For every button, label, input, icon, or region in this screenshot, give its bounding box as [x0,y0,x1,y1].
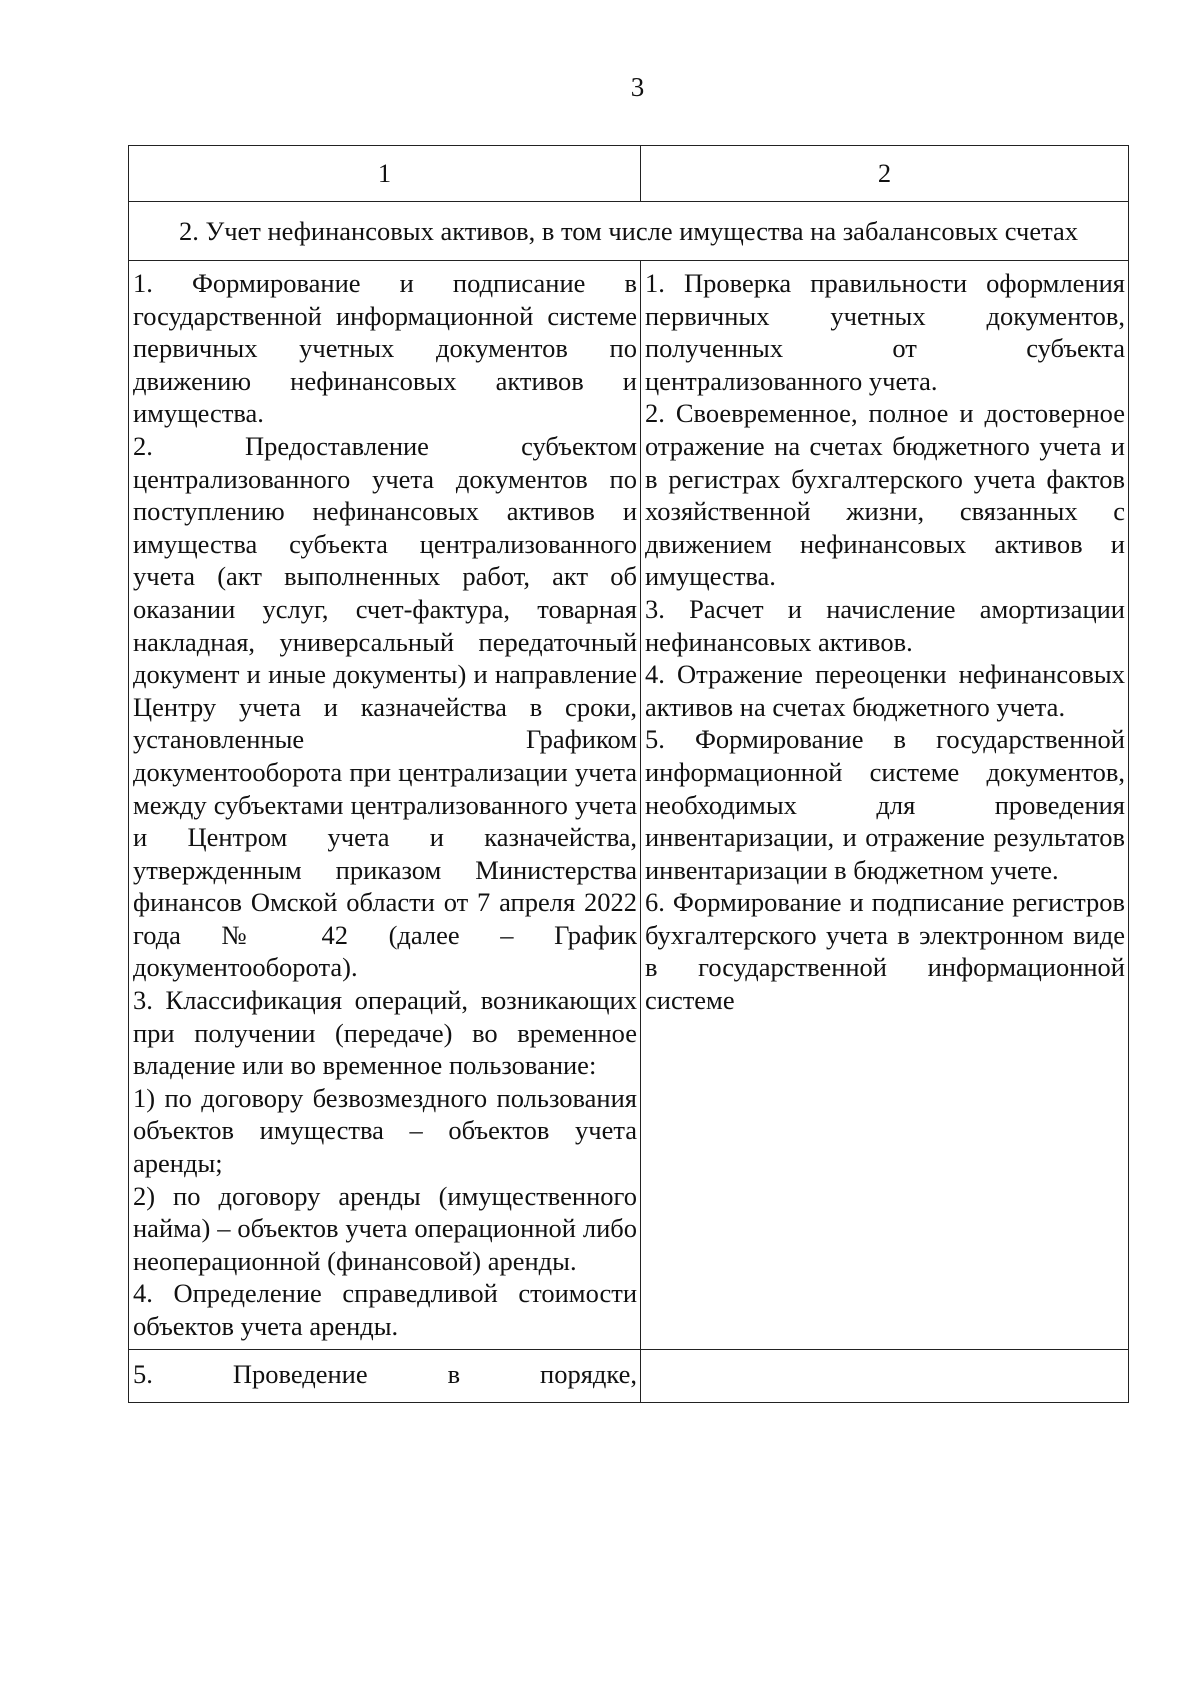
right-cell-content [641,1350,1128,1364]
right-cell [641,261,1129,1350]
page-number: 3 [630,72,645,102]
left-cell-content [129,261,640,1349]
list-item: 5. Формирование в государственной информационной системе документов, необходимых для проведения инвентаризации, и отражение результатов инвентаризации в бюджетном учете. [645,724,1125,885]
list-item: 2. Своевременное, полное и достоверное отражение на счетах бюджетного учета и в регистрах бухгалтерского учета фактов хозяйственной жизни, связанных с движением нефинансовых активов и имущества. [645,398,1125,592]
left-cell [129,1349,641,1402]
table-header-row [129,146,1129,202]
table-row [129,261,1129,1350]
column-header-1: 1 [129,146,641,202]
list-item: 3. Расчет и начисление амортизации нефинансовых активов. [645,593,1125,657]
section-title-row [129,202,1129,261]
list-item: 1. Формирование и подписание в государственной информационной системе первичных учетных документов по движению нефинансовых активов и имущества. [133,268,637,429]
right-cell [641,1349,1129,1402]
list-item: 4. Отражение переоценки нефинансовых активов на счетах бюджетного учета. [645,659,1125,722]
left-cell-content [129,1350,640,1397]
word: в [447,1358,461,1389]
list-item: 2) по договору аренды (имущественного найма) – объектов учета операционной либо неоперационной (финансовой) аренды. [133,1180,637,1276]
word: Проведение [232,1358,368,1389]
left-cell [129,261,641,1350]
list-item: 6. Формирование и подписание регистров бухгалтерского учета в электронном виде в государственной информационной системе [645,887,1125,1016]
column-header-2: 2 [641,146,1129,202]
right-cell-content [641,261,1128,1023]
responsibilities-table [128,145,1129,1403]
word: порядке, [540,1358,637,1389]
word: 5. [133,1358,153,1389]
list-item: 3. Классификация операций, возникающих при получении (передаче) во временное владение или во временное пользование: [133,985,637,1081]
list-item: 2. Предоставление субъектом централизованного учета документов по поступлению нефинансовых активов и имущества субъекта централизованного учета (акт выполненных работ, акт об оказании услуг, счет-фактура, товарная накладная, универсальный передаточный документ и иные документы) и направление Центру учета и казначейства в сроки, установленные Графиком документооборота при централизации учета между субъектами централизованного учета и Центром учета и казначейства, утвержденным приказом Министерства финансов Омской области от 7 апреля 2022 года № 42 (далее – График документооборота). [133,430,637,983]
list-item: 1) по договору безвозмездного пользования объектов имущества – объектов учета аренды; [133,1082,637,1179]
list-item: 1. Проверка правильности оформления первичных учетных документов, полученных от субъекта централизованного учета. [645,268,1125,396]
section-title: 2. Учет нефинансовых активов, в том числе имущества на забалансовых счетах [129,202,1129,261]
table-row [129,1349,1129,1402]
list-item: 4. Определение справедливой стоимости объектов учета аренды. [133,1278,637,1341]
